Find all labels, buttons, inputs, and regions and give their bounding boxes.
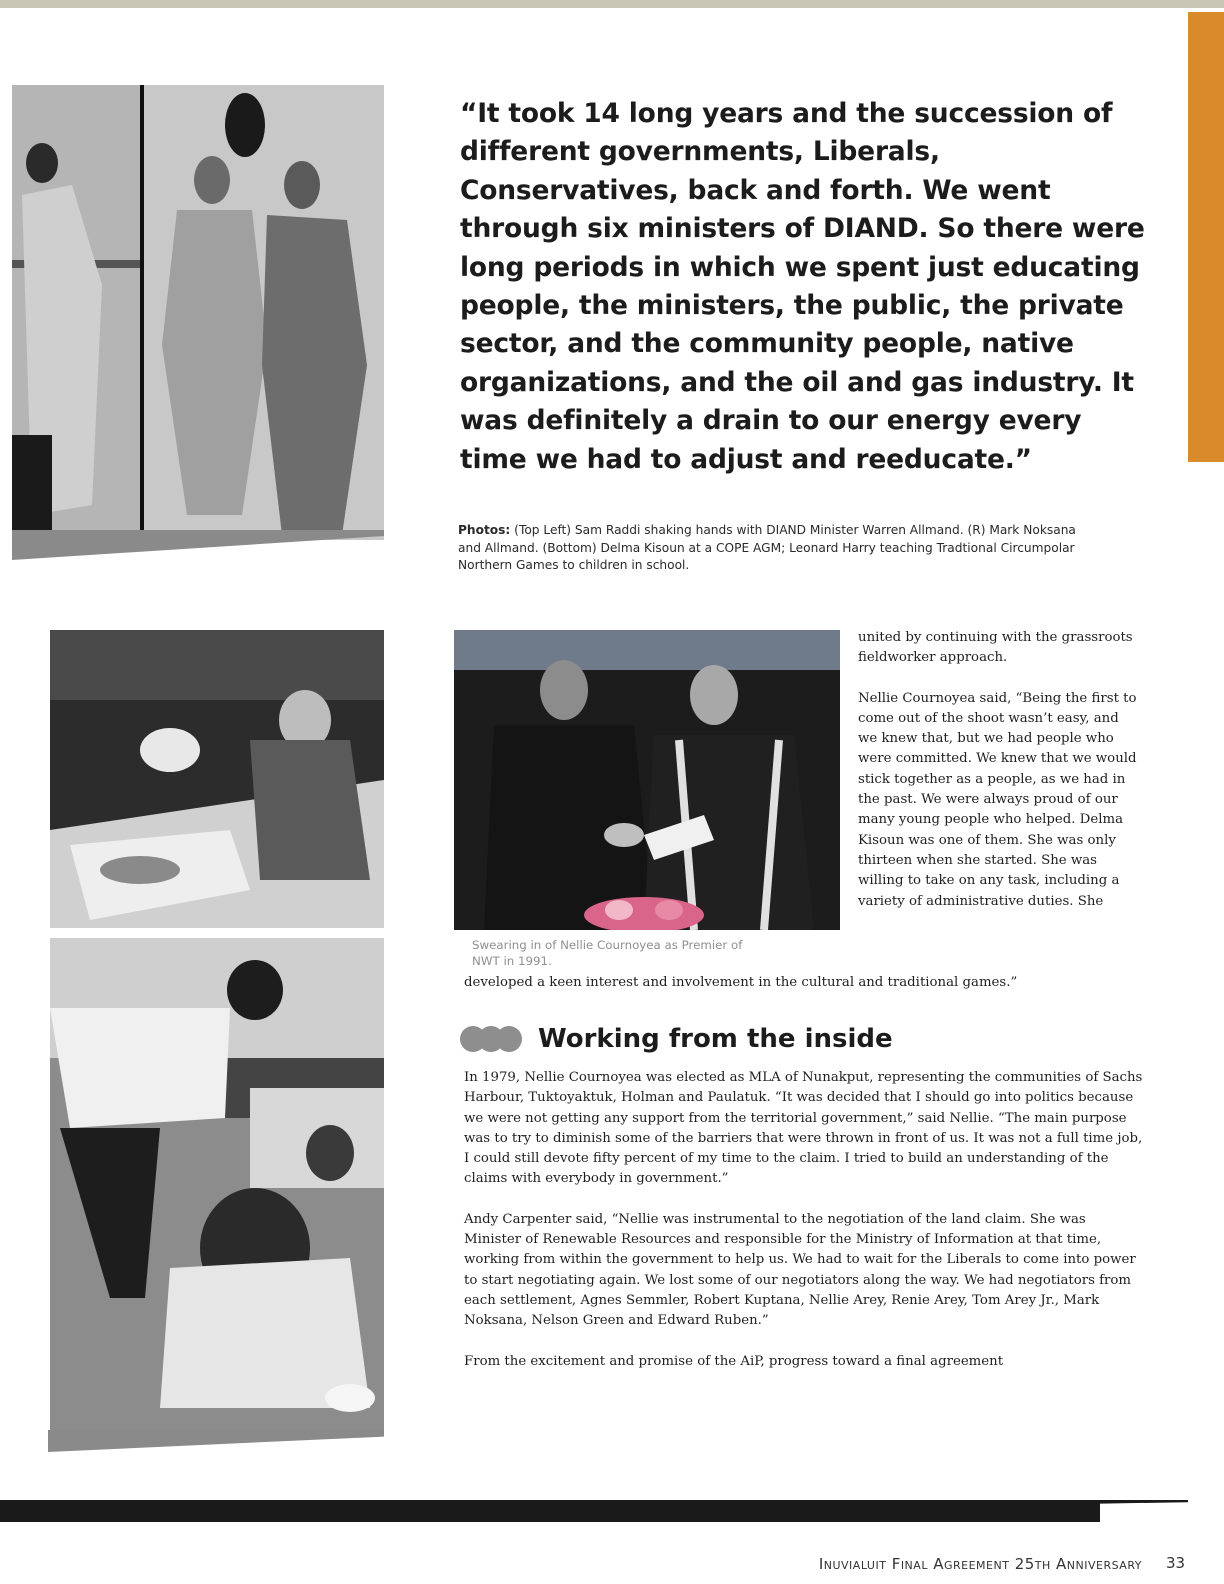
photo-delma-kisoun-agm	[50, 630, 384, 928]
wrap-line-text: developed a keen interest and involvement in the cultural and traditional games.”	[464, 975, 1018, 990]
footer-publication-title: Inuvialuit Final Agreement 25th Anniversary	[818, 1555, 1142, 1573]
photo-credits-text: (Top Left) Sam Raddi shaking hands with DIAND Minister Warren Allmand. (R) Mark Noksana and Allmand. (Bottom) Delma Kisoun at a COPE AGM; Leonard Harry teaching Tradtional Circumpolar Northern Games to children in school.	[458, 523, 1076, 572]
orange-edge-tab	[1188, 12, 1224, 462]
photo-shadow-strip-bottom	[48, 1430, 384, 1452]
photo-swearing-in	[454, 630, 840, 930]
body-paragraph: From the excitement and promise of the AiP, progress toward a final agreement	[464, 1353, 1004, 1369]
photo-shadow-strip	[12, 530, 384, 560]
body-paragraph: In 1979, Nellie Cournoyea was elected as MLA of Nunakput, representing the communities of Sachs Harbour, Tuktoyaktuk, Holman and Paulatuk. “It was decided that I should go into politics because we were not getting any support from the territorial government,” said Nellie. “The main purpose was to try to diminish some of the barriers that were thrown in front of us. It was not a full time job, I could still devote fifty percent of my time to the claim. I tried to build an understanding of the claims with everybody in government.”	[464, 1070, 1143, 1187]
main-body-text	[464, 1068, 1144, 1392]
body-paragraph: Andy Carpenter said, “Nellie was instrumental to the negotiation of the land claim. She was Minister of Renewable Resources and responsible for the Ministry of Information at that time, working from within the government to help us. We had to wait for the Liberals to come into power to start negotiating again. We lost some of our negotiators along the way. We had negotiators from each settlement, Agnes Semmler, Robert Kuptana, Nellie Arey, Renie Arey, Tom Arey Jr., Mark Noksana, Nelson Green and Edward Ruben.”	[464, 1211, 1136, 1329]
photo-leonard-harry-games	[50, 938, 384, 1433]
section-title: Working from the inside	[538, 1024, 893, 1054]
photo-credits	[458, 522, 1078, 575]
photo-officials-standing	[12, 85, 384, 540]
section-heading	[460, 1018, 893, 1060]
photo-caption: Swearing in of Nellie Cournoyea as Premier of NWT in 1991.	[472, 938, 743, 968]
page-number: 33	[1166, 1554, 1186, 1572]
bullet-dots-icon	[460, 1026, 522, 1052]
top-border	[0, 0, 1224, 8]
photo-credits-label: Photos:	[458, 523, 511, 537]
right-column-paragraph: Nellie Cournoyea said, “Being the first to come out of the shoot wasn’t easy, and we knew that, but we had people who were committed. We knew that we would stick together as a people, as we had in the past. We were always proud of our many young people who helped. Delma Kisoun was one of them. She was only thirteen when she started. She was willing to take on any task, including a variety of administrative duties. She	[858, 690, 1137, 909]
right-column-text	[858, 628, 1138, 932]
pull-quote: “It took 14 long years and the succession of different governments, Liberals, Conservatives, back and forth. We went through six ministers of DIAND. So there were long periods in which we spent just educating people, the ministers, the public, the private sector, and the community people, native organizations, and the oil and gas industry. It was definitely a drain to our energy every time we had to adjust and reeducate.”	[460, 98, 1145, 475]
right-column-paragraph: united by continuing with the grassroots fieldworker approach.	[858, 630, 1133, 666]
